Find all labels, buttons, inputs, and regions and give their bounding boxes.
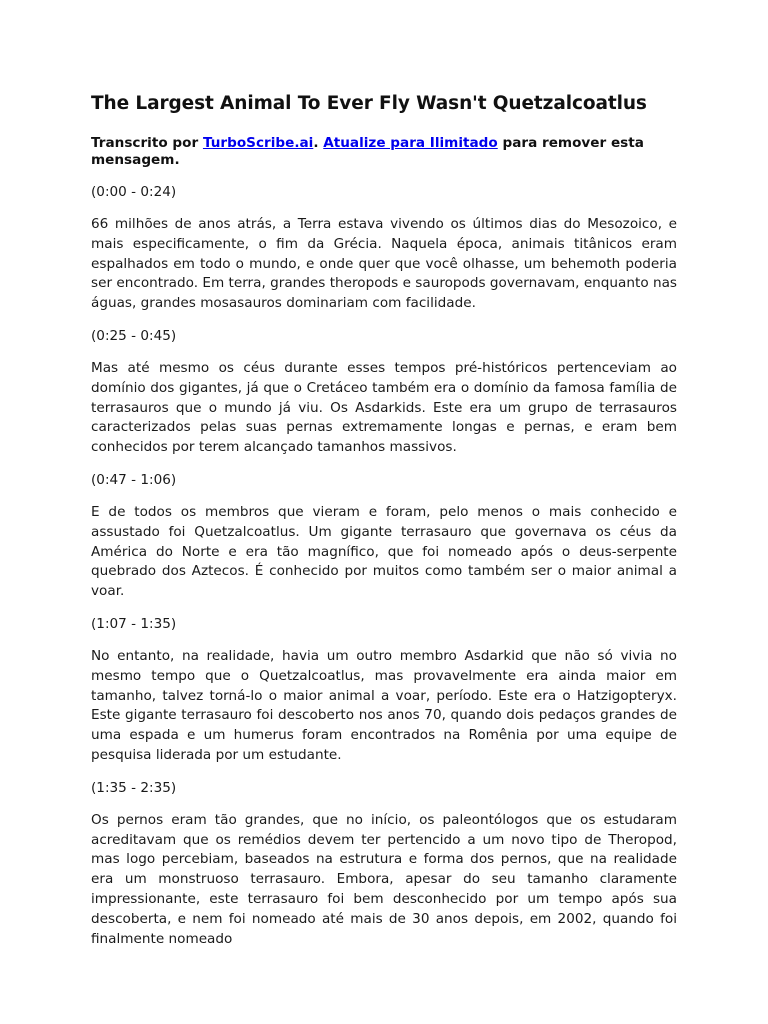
transcript-paragraph-3: No entanto, na realidade, havia um outro membro Asdarkid que não só vivia no mesmo tempo que o Quetzalcoatlus, mas provavelmente era ainda maior em tamanho, talvez torná-lo o maior animal a voar, período. Este era o Hatzigopteryx. Este gigante terrasauro foi descoberto nos anos 70, quando dois pedaços grandes de uma espada e um humerus foram encontrados na Romênia por uma equipe de pesquisa liderada por um estudante. [91,647,677,763]
timestamp-3: (1:07 - 1:35) [91,615,177,632]
document-page [91,92,677,963]
timestamp-4: (1:35 - 2:35) [91,779,177,796]
timestamp-0: (0:00 - 0:24) [91,184,177,200]
timestamp-2: (0:47 - 1:06) [91,471,177,488]
transcript-paragraph-1: Mas até mesmo os céus durante esses tempos pré-históricos pertenceviam ao domínio dos gigantes, já que o Cretáceo também era o domínio da famosa família de terrasauros que o mundo já viu. Os Asdarkids. Este era um grupo de terrasauros caracterizados pelas suas pernas extremamente longas e pernas, e eram bem conhecidos por terem alcançado tamanhos massivos. [91,359,677,456]
upgrade-unlimited-link[interactable]: Atualize para Ilimitado [323,135,498,151]
transcription-banner [91,135,677,169]
banner-separator: . [313,135,324,151]
banner-prefix: Transcrito por [91,135,203,151]
banner-suffix: para remover esta mensagem. [91,135,644,168]
transcript-paragraph-4: Os pernos eram tão grandes, que no início, os paleontólogos que os estudaram acreditavam que os remédios devem ter pertencido a um novo tipo de Theropod, mas logo percebiam, baseados na estrutura e forma dos pernos, que na realidade era um monstruoso terrasauro. Embora, apesar do seu tamanho claramente impressionante, este terrasauro foi bem desconhecido por um tempo após sua descoberta, e nem foi nomeado até mais de 30 anos depois, em 2002, quando foi finalmente nomeado [91,811,677,947]
turboscribe-link[interactable]: TurboScribe.ai [202,135,314,151]
transcript-paragraph-0: 66 milhões de anos atrás, a Terra estava vivendo os últimos dias do Mesozoico, e mais especificamente, o fim da Grécia. Naquela época, animais titânicos eram espalhados em todo o mundo, e onde quer que você olhasse, um behemoth poderia ser encontrado. Em terra, grandes theropods e sauropods governavam, enquanto nas águas, grandes mosasauros dominariam com facilidade. [91,216,677,312]
document-title: The Largest Animal To Ever Fly Wasn't Quetzalcoatlus [91,93,647,114]
timestamp-1: (0:25 - 0:45) [91,327,177,344]
transcript-paragraph-2: E de todos os membros que vieram e foram, pelo menos o mais conhecido e assustado foi Quetzalcoatlus. Um gigante terrasauro que governava os céus da América do Norte e era tão magnífico, que foi nomeado após o deus-serpente quebrado dos Aztecos. É conhecido por muitos como também ser o maior animal a voar. [91,503,677,600]
